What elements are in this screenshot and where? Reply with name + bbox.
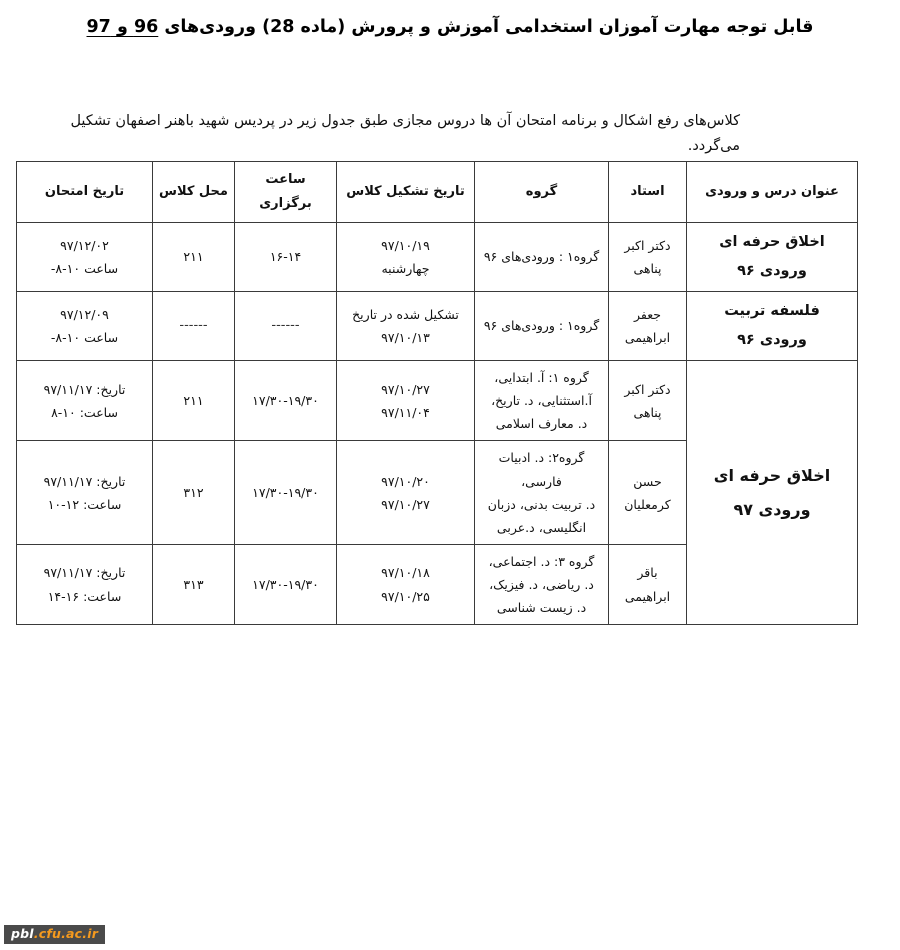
merged-course-title-line: اخلاق حرفه ای: [713, 466, 831, 486]
formation-date-line-2: ۹۷/۱۰/۱۳: [381, 330, 430, 345]
watermark-prefix: pbl: [11, 925, 34, 941]
cell-formation-date: [337, 544, 475, 624]
cell-place: [153, 292, 235, 361]
course-title-line: اخلاق حرفه ای: [719, 234, 825, 250]
cell-place: ۳۱۳: [153, 544, 235, 624]
group-line-3: د. معارف اسلامی: [495, 416, 588, 432]
hour-empty-dashes: ------: [271, 318, 300, 334]
course-entry-line: ورودی ۹۶: [737, 332, 807, 348]
cell-course: [687, 223, 858, 292]
formation-date-line-1: ۹۷/۱۰/۲۷: [381, 381, 430, 397]
cell-exam-date: [17, 223, 153, 292]
exam-date-line-2: ساعت ۱۰-۸-: [50, 330, 119, 345]
cell-group: [475, 441, 609, 545]
page-title-underlined-part: 96 و 97: [86, 17, 159, 37]
cell-formation-date: [337, 361, 475, 441]
group-line-1: گروه۱ : ورودی‌های ۹۶: [483, 249, 600, 265]
column-header-formation-date: تاریخ تشکیل کلاس: [337, 162, 475, 223]
exam-date-line-2: ساعت ۱۰-۸-: [50, 261, 119, 276]
cell-course-merged-97: [687, 361, 858, 625]
cell-hour: ۱۷/۳۰-۱۹/۳۰: [235, 544, 337, 624]
cell-teacher: حسن کرمعلیان: [609, 441, 687, 545]
column-header-place: محل کلاس: [153, 162, 235, 223]
group-line-3: انگلیسی، د.عربی: [496, 519, 587, 535]
exam-date-line-1: ۹۷/۱۲/۰۲: [60, 237, 109, 253]
cell-course: [687, 292, 858, 361]
cell-hour: ۱۶-۱۴: [235, 223, 337, 292]
group-line-2: د. ریاضی، د. فیزیک،: [489, 577, 594, 592]
place-empty-dashes: ------: [179, 318, 208, 334]
group-line-2: آ.استثنایی، د. تاریخ،: [491, 393, 592, 409]
cell-place: ۲۱۱: [153, 223, 235, 292]
cell-hour: [235, 292, 337, 361]
exam-date-line-2: ساعت: ۱۲-۱۰: [47, 496, 122, 512]
watermark-domain: .cfu.ac.ir: [33, 925, 99, 941]
column-header-group: گروه: [475, 162, 609, 223]
group-line-1: گروه۲: د. ادبیات فارسی،: [498, 450, 585, 489]
cell-exam-date: [17, 361, 153, 441]
cell-group: [475, 292, 609, 361]
cell-place: ۳۱۲: [153, 441, 235, 545]
cell-formation-date: [337, 292, 475, 361]
course-title-line: فلسفه تربیت: [724, 303, 820, 319]
cell-hour: ۱۷/۳۰-۱۹/۳۰: [235, 441, 337, 545]
intro-paragraph: کلاس‌های رفع اشکال و برنامه امتحان آن ها دروس مجازی طبق جدول زیر در پردیس شهید باهنر اصفهان تشکیل می‌گردد.: [70, 112, 740, 154]
cell-teacher: جعفر ابراهیمی: [609, 292, 687, 361]
schedule-table: [16, 161, 858, 625]
cell-teacher: دکتر اکبر پناهی: [609, 361, 687, 441]
cell-group: [475, 544, 609, 624]
site-watermark: [4, 925, 105, 945]
cell-group: [475, 223, 609, 292]
table-row: [17, 361, 858, 441]
exam-date-line-1: تاریخ: ۹۷/۱۱/۱۷: [43, 473, 126, 489]
exam-date-line-1: تاریخ: ۹۷/۱۱/۱۷: [43, 381, 126, 397]
cell-place: ۲۱۱: [153, 361, 235, 441]
table-row: [17, 292, 858, 361]
cell-teacher: باقر ابراهیمی: [609, 544, 687, 624]
group-line-3: د. زیست شناسی: [496, 600, 587, 616]
formation-date-line-1: ۹۷/۱۰/۱۹: [381, 237, 430, 253]
column-header-course: عنوان درس و ورودی: [687, 162, 858, 223]
column-header-hour: ساعت برگزاری: [235, 162, 337, 223]
cell-hour: ۱۷/۳۰-۱۹/۳۰: [235, 361, 337, 441]
cell-group: [475, 361, 609, 441]
page-title-prefix: قابل توجه مهارت آموزان استخدامی آموزش و پرورش (ماده 28) ورودی‌های: [158, 17, 814, 37]
exam-date-line-1: ۹۷/۱۲/۰۹: [60, 306, 109, 322]
column-header-exam-date: تاریخ امتحان: [17, 162, 153, 223]
table-header-row: [17, 162, 858, 223]
exam-date-line-1: تاریخ: ۹۷/۱۱/۱۷: [43, 565, 126, 581]
formation-date-line-1: تشکیل شده در تاریخ: [352, 306, 459, 322]
formation-date-line-1: ۹۷/۱۰/۲۰: [381, 473, 430, 489]
group-line-1: گروه ۱: آ. ابتدایی،: [494, 370, 589, 385]
formation-date-line-1: ۹۷/۱۰/۱۸: [381, 565, 430, 581]
cell-formation-date: [337, 441, 475, 545]
page-title: [0, 14, 900, 40]
table-row: [17, 223, 858, 292]
cell-exam-date: [17, 292, 153, 361]
cell-exam-date: [17, 544, 153, 624]
column-header-teacher: استاد: [609, 162, 687, 223]
cell-formation-date: [337, 223, 475, 292]
group-line-1: گروه ۳: د. اجتماعی،: [488, 553, 595, 569]
exam-date-line-2: ساعت: ۱۰-۸: [51, 404, 118, 420]
formation-date-line-2: چهارشنبه: [381, 261, 430, 276]
group-line-1: گروه۱ : ورودی‌های ۹۶: [483, 318, 600, 334]
cell-teacher: دکتر اکبر پناهی: [609, 223, 687, 292]
group-line-2: د. تربیت بدنی، دزبان: [487, 496, 596, 512]
schedule-table-container: [17, 161, 858, 625]
formation-date-line-2: ۹۷/۱۱/۰۴: [381, 404, 430, 420]
formation-date-line-2: ۹۷/۱۰/۲۷: [381, 496, 430, 512]
formation-date-line-2: ۹۷/۱۰/۲۵: [381, 588, 430, 604]
merged-course-entry-line: ورودی ۹۷: [733, 499, 811, 519]
exam-date-line-2: ساعت: ۱۶-۱۴: [47, 588, 122, 604]
cell-exam-date: [17, 441, 153, 545]
course-entry-line: ورودی ۹۶: [737, 263, 807, 279]
